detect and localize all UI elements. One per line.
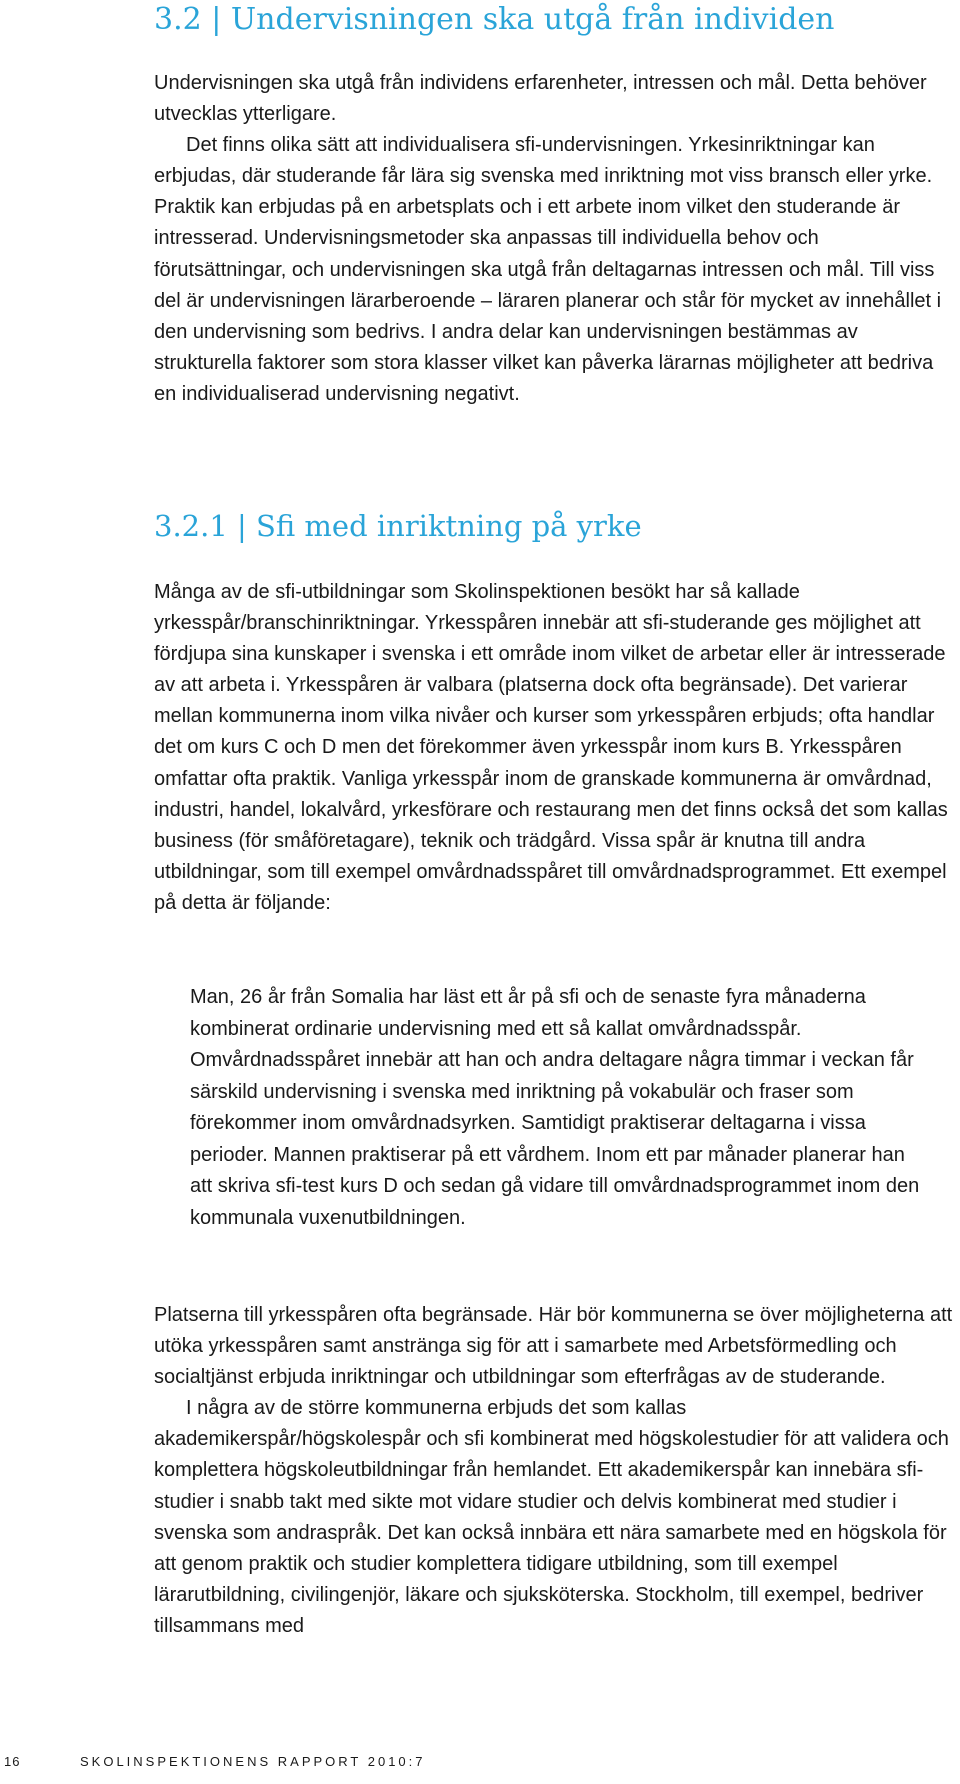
paragraph: Många av de sfi-utbildningar som Skolinspektionen besökt har så kallade yrkesspår/branschinriktningar. Yrkesspåren innebär att sfi-studerande ges möjlighet att fördjupa sina kunskaper i svenska i ett område inom vilket de arbetar eller är intresserade av att arbeta i. Yrkesspåren är valbara (platserna dock ofta begränsade). Det varierar mellan kommunerna inom vilka nivåer och kurser som yrkesspåren erbjuds; ofta handlar det om kurs C och D men det förekommer även yrkesspår inom kurs B. Yrkesspåren omfattar ofta praktik. Vanliga yrkesspår inom de granskade kommunerna är omvårdnad, industri, handel, lokalvård, yrkesförare och restaurang men det finns också det som kallas business (för småföretagare), teknik och trädgård. Vissa spår är knutna till andra utbildningar, som till exempel omvårdnadsspåret till omvårdnadsprogrammet. Ett exempel på detta är följande: — [154, 581, 948, 914]
page-footer — [0, 1752, 960, 1784]
example-quote — [190, 982, 920, 1234]
subsection-body — [154, 577, 954, 919]
section-body — [154, 68, 954, 410]
paragraph: Det finns olika sätt att individualisera sfi-undervisningen. Yrkesinriktningar kan erbjudas, där studerande får lära sig svenska med inriktning mot viss bransch eller yrke. Praktik kan erbjudas på en arbetsplats och i ett arbete inom vilket den studerande är intresserad. Undervisningsmetoder ska anpassas till individuella behov och förutsättningar, och undervisningen ska utgå från deltagarnas intressen och mål. Till viss del är undervisningen lärarberoende – läraren planerar och står för mycket av innehållet i den undervisning som bedrivs. I andra delar kan undervisningen bestämmas av strukturella faktorer som stora klasser vilket kan påverka lärarnas möjligheter att bedriva en individualiserad undervisning negativt. — [154, 134, 942, 405]
section-heading: 3.2 | Undervisningen ska utgå från individen — [154, 2, 835, 37]
quote-text: Man, 26 år från Somalia har läst ett år på sfi och de senaste fyra månaderna kombinerat ordinarie undervisning med ett så kallat omvårdnadsspår. Omvårdnadsspåret innebär att han och andra deltagare några timmar i veckan får särskild undervisning i svenska med inriktning på vokabulär och fraser som förekommer inom omvårdnadsyrken. Samtidigt praktiserar deltagarna i vissa perioder. Mannen praktiserar på ett vårdhem. Inom ett par månader planerar han att skriva sfi-test kurs D och sedan gå vidare till omvårdnadsprogrammet inom den kommunala vuxenutbildningen. — [190, 986, 920, 1229]
paragraph: Platserna till yrkesspåren ofta begränsade. Här bör kommunerna se över möjligheterna att utöka yrkesspåren samt anstränga sig för att i samarbete med Arbetsförmedling och socialtjänst erbjuda inriktningar och utbildningar som efterfrågas av de studerande. — [154, 1304, 953, 1389]
paragraph: Undervisningen ska utgå från individens erfarenheter, intressen och mål. Detta behöver utvecklas ytterligare. — [154, 72, 927, 126]
paragraph: I några av de större kommunerna erbjuds det som kallas akademikerspår/högskolespår och sfi kombinerat med högskolestudier för att validera och komplettera högskoleutbildningar från hemlandet. Ett akademikerspår kan innebära sfi-studier i snabb takt med sikte mot vidare studier och delvis kombinerat med studier i svenska som andraspråk. Det kan också innbära ett nära samarbete med en högskola för att genom praktik och studier komplettera tidigare utbildning, som till exempel lärarutbildning, civilingenjör, läkare och sjuksköterska. Stockholm, till exempel, bedriver tillsammans med — [154, 1397, 949, 1637]
closing-body — [154, 1300, 954, 1642]
page-number: 16 — [4, 1754, 21, 1769]
report-title: SKOLINSPEKTIONENS RAPPORT 2010:7 — [80, 1754, 426, 1769]
subsection-heading: 3.2.1 | Sfi med inriktning på yrke — [154, 509, 642, 543]
